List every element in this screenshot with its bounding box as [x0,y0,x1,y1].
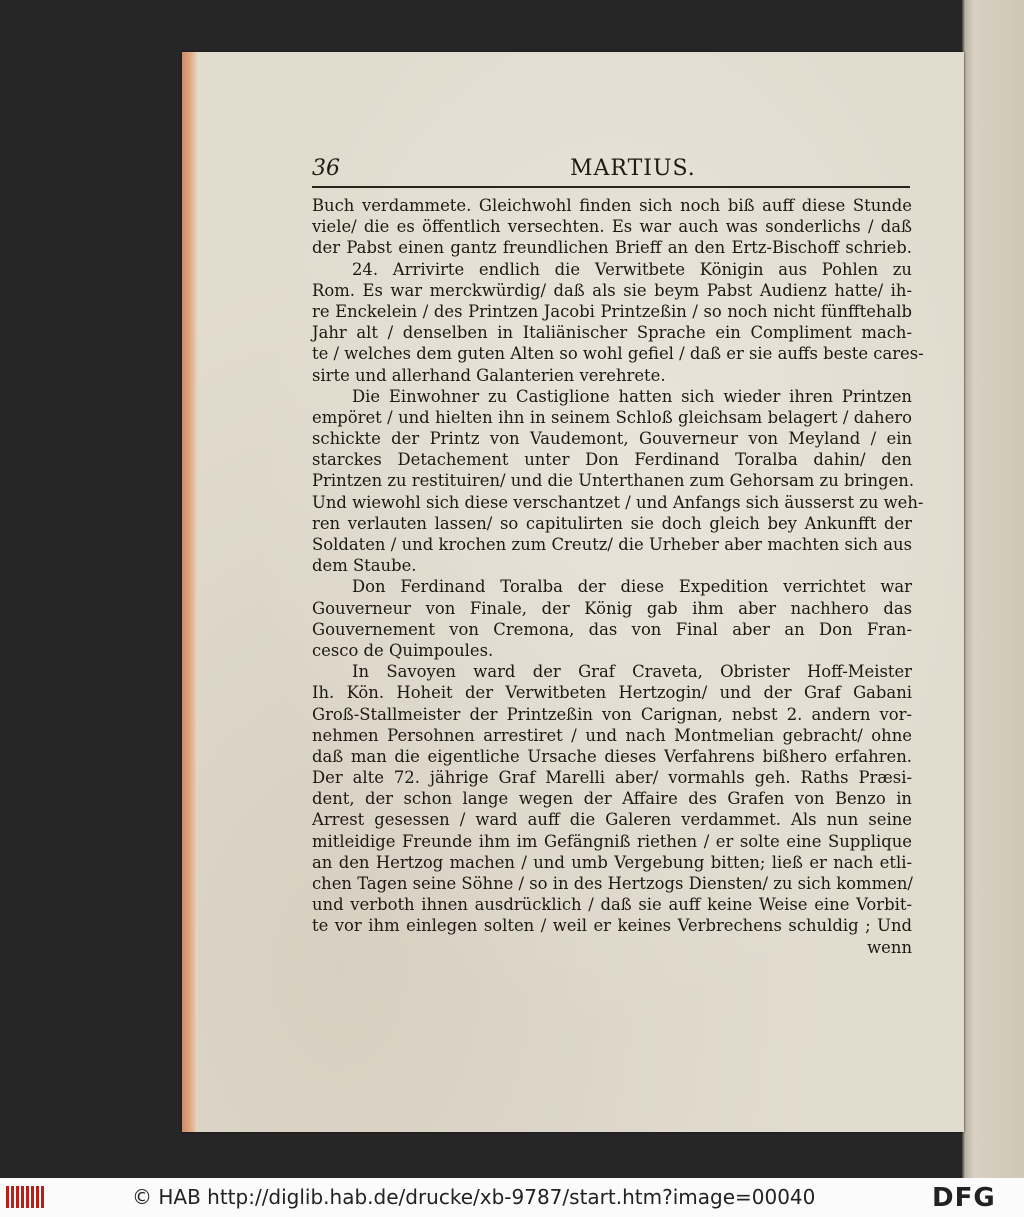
text-line: Soldaten / und krochen zum Creutz/ die Urheber aber machten sich aus [312,535,912,554]
catchword: wenn [867,937,912,957]
text-line: Groß-Stallmeister der Printzeßin von Carignan, nebst 2. andern vor- [312,704,912,724]
text-line: In Savoyen ward der Graf Craveta, Obrister Hoff-Meister [352,662,912,682]
copyright-link[interactable]: © HAB http://diglib.hab.de/drucke/xb-9787/start.htm?image=00040 [132,1185,816,1209]
text-line: nehmen Persohnen arrestiret / und nach Montmelian gebracht/ ohne [312,725,912,745]
text-line: starckes Detachement unter Don Ferdinand Toralba dahin/ den [312,450,912,470]
text-line: cesco de Quimpoules. [312,640,494,660]
text-line: Gouverneur von Finale, der König gab ihm aber nachhero das [312,598,912,618]
text-line: Gouvernement von Cremona, das von Final aber an Don Fran- [312,619,912,639]
page-edge [182,52,198,1132]
text-line: te vor ihm einlegen solten / weil er keines Verbrechens schuldig ; Und [312,916,912,936]
text-line: an den Hertzog machen / und umb Vergebung bitten; ließ er nach etli- [312,852,912,872]
footer-bar [0,1178,1024,1217]
running-head [312,152,912,188]
text-line: Der alte 72. jährige Graf Marelli aber/ vormahls geh. Raths Præsi- [312,768,912,788]
text-line: Ih. Kön. Hoheit der Verwitbeten Hertzogin/ und der Graf Gabani [312,683,912,703]
dfg-logo-icon: DFG [932,1183,996,1213]
text-line: Und wiewohl sich diese verschantzet / und Anfangs sich äusserst zu weh- [312,492,924,512]
facing-page-edge [962,0,1024,1178]
text-line: Buch verdammete. Gleichwohl finden sich noch biß auff diese Stunde [312,196,912,215]
text-line: dent, der schon lange wegen der Affaire des Grafen von Benzo in [312,789,912,809]
text-line: der Pabst einen gantz freundlichen Brieff an den Ertz-Bischoff schrieb. [312,238,912,258]
page-number: 36 [312,156,340,181]
text-line: viele/ die es öffentlich versechten. Es war auch was sonderlichs / daß [312,217,912,237]
text-line: mitleidige Freunde ihm im Gefängniß riethen / er solte eine Supplique [312,831,912,851]
text-line: re Enckelein / des Printzen Jacobi Printzeßin / so noch nicht fünfftehalb [312,301,912,321]
text-line: ren verlauten lassen/ so capitulirten sie doch gleich bey Ankunfft der [312,513,912,533]
text-line: Jahr alt / denselben in Italiänischer Sprache ein Compliment mach- [312,323,912,343]
header-rule [312,186,910,188]
text-line: dem Staube. [312,556,417,576]
text-line: und verboth ihnen ausdrücklich / daß sie auff keine Weise eine Vorbit- [312,895,912,915]
text-line: Die Einwohner zu Castiglione hatten sich wieder ihren Printzen [352,386,912,406]
text-line: empöret / und hielten ihn in seinem Schloß gleichsam belagert / dahero [312,407,912,427]
text-line: daß man die eigentliche Ursache dieses Verfahrens bißhero erfahren. [312,746,912,766]
text-line: 24. Arrivirte endlich die Verwitbete Königin aus Pohlen zu [352,259,912,279]
hab-barcode-logo-icon [6,1182,46,1212]
text-block [312,195,924,958]
text-line: chen Tagen seine Söhne / so in des Hertzogs Diensten/ zu sich kommen/ [312,874,913,893]
text-line: sirte und allerhand Galanterien verehrete. [312,365,666,385]
text-line: schickte der Printz von Vaudemont, Gouverneur von Meyland / ein [312,429,912,449]
running-title: MARTIUS. [570,156,696,181]
text-line: te / welches dem guten Alten so wohl gefiel / daß er sie auffs beste cares- [312,344,924,364]
text-line: Don Ferdinand Toralba der diese Expedition verrichtet war [352,577,912,597]
text-line: Arrest gesessen / ward auff die Galeren verdammet. Als nun seine [312,810,912,830]
text-line: Rom. Es war merckwürdig/ daß als sie beym Pabst Audienz hatte/ ih- [312,280,912,300]
book-page [182,52,964,1132]
text-line: Printzen zu restituiren/ und die Unterthanen zum Gehorsam zu bringen. [312,471,915,491]
